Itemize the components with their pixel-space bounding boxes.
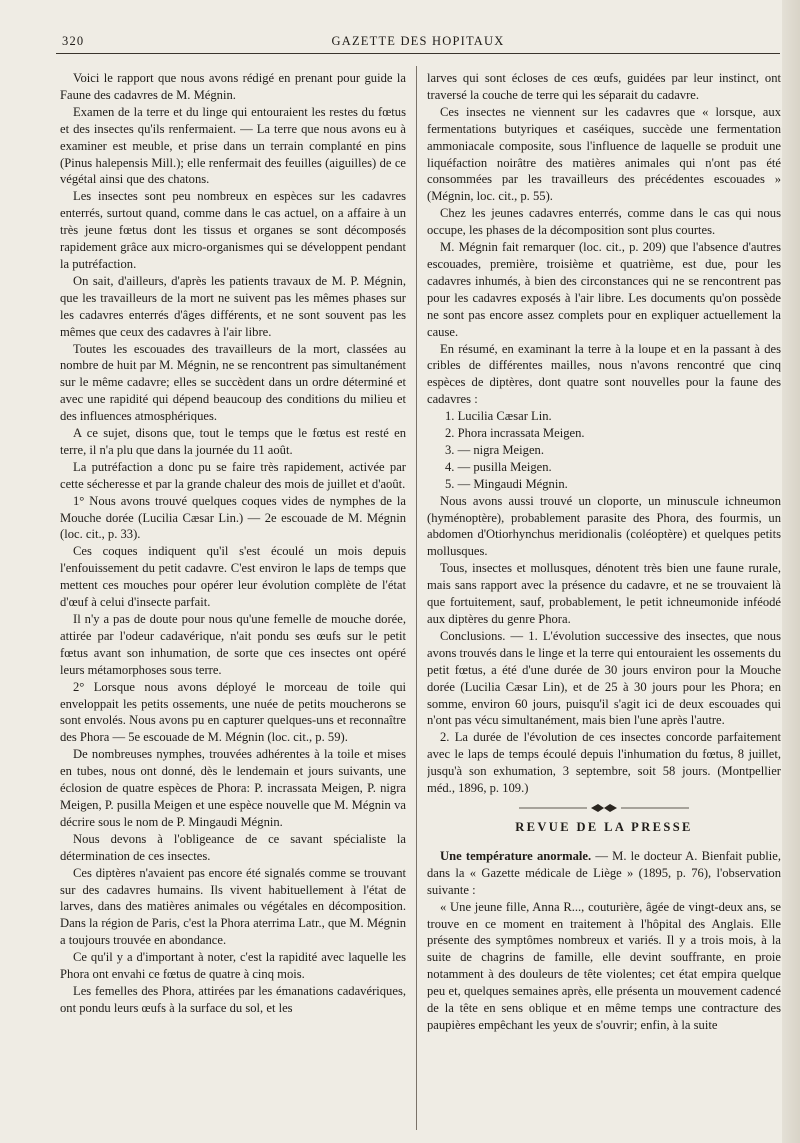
ornament-divider: [427, 801, 781, 815]
species-item: 4. — pusilla Meigen.: [445, 459, 552, 474]
paragraph: Il n'y a pas de doute pour nous qu'une femelle de mouche dorée, attirée par l'odeur cadavérique, n'ait pondu ses œufs sur le petit fœtus avant son inhumation, de sorte que ces insectes ont opéré leurs métamorphoses sous terre.: [60, 612, 406, 677]
right-column: [427, 70, 781, 1130]
paragraph: Examen de la terre et du linge qui entouraient les restes du fœtus et des insectes qu'ils renfermaient. — La terre que nous avons eu à examiner est meuble, et prise dans un terrain complanté en pins (Pinus halepensis Mill.); elle renfermait des feuilles (aiguilles) de ce végétal ainsi que des chatons.: [60, 104, 406, 187]
species-item: 5. — Mingaudi Mégnin.: [445, 476, 568, 491]
left-column: [60, 70, 406, 1130]
paragraph: La putréfaction a donc pu se faire très rapidement, activée par cette sécheresse et par la grande chaleur des mois de juillet et d'août.: [60, 459, 406, 491]
article-title: Une température anormale.: [440, 848, 592, 863]
paragraph: 2. La durée de l'évolution de ces insectes concorde parfaitement avec le laps de temps écoulé depuis l'inhumation du fœtus, 8 juillet, jusqu'à son exhumation, 3 septembre, soit 58 jours. (Montpellier méd., 1896, p. 109.): [427, 730, 781, 796]
article-intro: — M. le docteur A. Bienfait publie, dans la « Gazette médicale de Liège » (1895, p. 76), l'observation suivante :: [427, 848, 781, 897]
paragraph: 1° Nous avons trouvé quelques coques vides de nymphes de la Mouche dorée (Lucilia Cæsar Lin.) — 2e escouade de M. Mégnin (loc. cit., p. 33).: [60, 493, 406, 542]
species-item: 1. Lucilia Cæsar Lin.: [445, 409, 552, 424]
page-edge: [782, 0, 800, 1143]
species-item: 3. — nigra Meigen.: [445, 442, 544, 457]
paragraph: Les femelles des Phora, attirées par les émanations cadavériques, ont pondu leurs œufs à la surface du sol, et les: [60, 983, 406, 1015]
column-divider: [416, 66, 417, 1130]
paragraph: larves qui sont écloses de ces œufs, guidées par leur instinct, ont traversé la couche de terre qui les séparait du cadavre.: [427, 71, 781, 102]
paragraph: Voici le rapport que nous avons rédigé en prenant pour guide la Faune des cadavres de M. Mégnin.: [60, 71, 406, 102]
paragraph: Ces coques indiquent qu'il s'est écoulé un mois depuis l'enfouissement du petit cadavre. C'est environ le laps de temps que mettent ces mouches pour opérer leur évolution complète de l'état d'œuf à celui d'insecte parfait.: [60, 544, 406, 610]
press-article: [427, 848, 781, 899]
paragraph: En résumé, en examinant la terre à la loupe et en la passant à des cribles de différentes mailles, nous n'avons rencontré que cinq espèces de diptères, dont quatre sont nouvelles pour la faune des cadavres :: [427, 341, 781, 407]
paragraph: Toutes les escouades des travailleurs de la mort, classées au nombre de huit par M. Mégnin, ne se rencontrent pas simultanément sur le même cadavre; elles se succèdent dans un ordre déterminé et avec une rapidité qui dépend beaucoup des conditions du milieu et des influences atmosphériques.: [60, 341, 406, 424]
paragraph: Ces insectes ne viennent sur les cadavres que « lorsque, aux fermentations butyriques et caséiques, succède une fermentation ammoniacale composite, sous l'influence de laquelle se produit une liquéfaction noirâtre des matières animales qui n'ont pas été consommées par les travailleurs des précédentes escouades » (Mégnin, loc. cit., p. 55).: [427, 104, 781, 204]
paragraph: Conclusions. — 1. L'évolution successive des insectes, que nous avons trouvés dans le linge et la terre qui entouraient les ossements du petit fœtus, a été d'une durée de 30 jours environ pour la Mouche dorée (Lucilia Cæsar Lin), et de 25 à 30 jours pour les Phora; en somme, environ 60 jours, puisqu'il s'agit ici de deux escouades qui n'ont pas vécu simultanément, mais bien l'une après l'autre.: [427, 628, 781, 728]
page-header: [56, 34, 780, 50]
paragraph: « Une jeune fille, Anna R..., couturière, âgée de vingt-deux ans, se trouve en ce moment en traitement à l'hôpital des Anglais. Elle présente des symptômes nombreux et variés. Il y a trois mois, à la suite de chagrins de famille, elle devint souffrante, en proie notamment à des douleurs de tête violentes; cet état empira quelque peu et, quelques semaines après, elle présenta un mouvement cadencé de la tête en sens oblique et en même temps une contracture des paupières empêchant les yeux de s'ouvrir; enfin, à la suite: [427, 899, 781, 1032]
page-number: 320: [62, 34, 85, 48]
paragraph: A ce sujet, disons que, tout le temps que le fœtus est resté en terre, il n'a plu que dans la journée du 11 août.: [60, 426, 406, 457]
paragraph: Chez les jeunes cadavres enterrés, comme dans le cas qui nous occupe, les phases de la décomposition sont plus courtes.: [427, 206, 781, 238]
paragraph: Nous devons à l'obligeance de ce savant spécialiste la détermination de ces insectes.: [60, 831, 406, 863]
species-list: [427, 408, 781, 493]
paragraph: De nombreuses nymphes, trouvées adhérentes à la toile et mises en tubes, nous ont donné, dès le lendemain et jours suivants, une éclosion de quatre espèces de Phora: P. incrassata Meigen, P. nigra Meigen, P. pusilla Meigen et une espèce nouvelle que M. Mégnin va décrire sous le nom de P. Mingaudi Mégnin.: [60, 747, 406, 829]
paragraph: M. Mégnin fait remarquer (loc. cit., p. 209) que l'absence d'autres escouades, première, troisième et quatrième, est due, pour les cadavres inhumés, à bien des circonstances qui ne se rencontrent pas pour les cadavres exposés à l'air libre. Les documents qu'on possède ne sont pas encore assez complets pour en expliquer actuellement la cause.: [427, 240, 781, 339]
paragraph: Nous avons aussi trouvé un cloporte, un minuscule ichneumon (hyménoptère), probablement parasite des Phora, des fourmis, un abdomen d'Otiorhynchus meridionalis (coléoptère) et quelques petits mollusques.: [427, 493, 781, 559]
paragraph: Ce qu'il y a d'important à noter, c'est la rapidité avec laquelle les Phora ont envahi ce fœtus de quatre à cinq mois.: [60, 950, 406, 982]
paragraph: Ces diptères n'avaient pas encore été signalés comme se trouvant sur des cadavres humains. Ils vivent habituellement à l'état de larves, dans des matières animales ou végétales en décomposition. Dans la région de Paris, c'est la Phora aterrima Latr., que M. Mégnin a toujours trouvée en abondance.: [60, 865, 406, 948]
paragraph: On sait, d'ailleurs, d'après les patients travaux de M. P. Mégnin, que les travailleurs de la mort ne suivent pas les mêmes phases sur les cadavres enterrés d'âges différents, et ne sont souvent pas les mêmes que ceux des cadavres à l'air libre.: [60, 273, 406, 339]
journal-title: GAZETTE DES HOPITAUX: [331, 34, 505, 48]
species-item: 2. Phora incrassata Meigen.: [445, 426, 585, 441]
paragraph: 2° Lorsque nous avons déployé le morceau de toile qui enveloppait les petits ossements, une nuée de petits moucherons se sont envolés. Nous avons pu en capturer quelques-uns et reconnaître des Phora — 5e escouade de M. Mégnin (loc. cit., p. 59).: [60, 679, 406, 745]
paragraph: Tous, insectes et mollusques, dénotent très bien une faune rurale, mais sans rapport avec la présence du cadavre, et ne se trouvaient là que fortuitement, sauf, probablement, le petit ichneumonide inféodé aux diptères du genre Phora.: [427, 561, 781, 626]
paragraph: Les insectes sont peu nombreux en espèces sur les cadavres enterrés, surtout quand, comme dans le cas actuel, on a affaire à un très jeune fœtus dont les tissus et organes se sont décomposés rapidement grâce aux micro-organismes qui se développent pendant la putréfaction.: [60, 189, 406, 271]
section-title: REVUE DE LA PRESSE: [515, 819, 693, 834]
header-rule: [56, 53, 780, 54]
ornament-rule-icon: [519, 803, 689, 813]
